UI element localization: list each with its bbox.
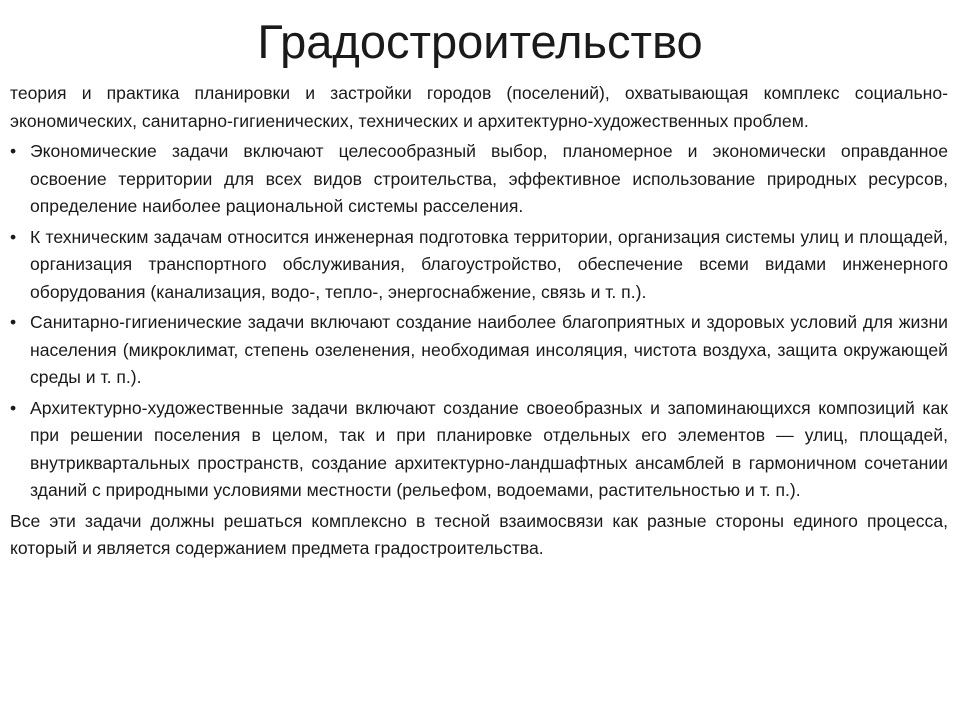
bullet-list <box>10 138 948 505</box>
bullet-text: Архитектурно-художественные задачи включают создание своеобразных и запоминающихся композиций как при решении поселения в целом, так и при планировке отдельных его элементов — улиц, площадей, внутриквартальных пространств, создание архитектурно-ландшафтных ансамблей в гармоничном сочетании зданий с природными условиями местности (рельефом, водоемами, растительностью и т. п.). <box>30 397 948 500</box>
bullet-text: Санитарно-гигиенические задачи включают создание наиболее благоприятных и здоровых условий для жизни населения (микроклимат, степень озеленения, необходимая инсоляция, чистота воздуха, защита окружающей среды и т. п.). <box>30 312 948 387</box>
bullet-icon: • <box>10 226 17 247</box>
bullet-item-architectural <box>10 395 948 505</box>
bullet-item-technical <box>10 224 948 307</box>
slide-content <box>10 80 948 563</box>
bullet-icon: • <box>10 397 17 418</box>
intro-paragraph: теория и практика планировки и застройки городов (поселений), охватывающая комплекс социально- экономических, санитарно-гигиенических, технических и архитектурно-художественных проблем. <box>10 83 948 131</box>
bullet-icon: • <box>10 312 17 332</box>
bullet-text: Экономические задачи включают целесообразный выбор, планомерное и экономически оправданное освоение территории для всех видов строительства, эффективное использование природных ресурсов, определение наиболее рациональной системы расселения. <box>30 141 948 216</box>
bullet-text: К техническим задачам относится инженерная подготовка территории, организация системы улиц и площадей, организация транспортного обслуживания, благоустройство, обеспечение всеми видами инженерного оборудования (канализация, водо-, тепло-, энергоснабжение, связь и т. п.). <box>30 226 948 302</box>
outro-paragraph: Все эти задачи должны решаться комплексно в тесной взаимосвязи как разные стороны единого процесса, который и является содержанием предмета градостроительства. <box>10 510 948 558</box>
bullet-icon: • <box>10 141 17 161</box>
bullet-item-economic <box>10 138 948 221</box>
bullet-item-sanitary <box>10 309 948 392</box>
slide-title: Градостроительство <box>257 15 703 68</box>
